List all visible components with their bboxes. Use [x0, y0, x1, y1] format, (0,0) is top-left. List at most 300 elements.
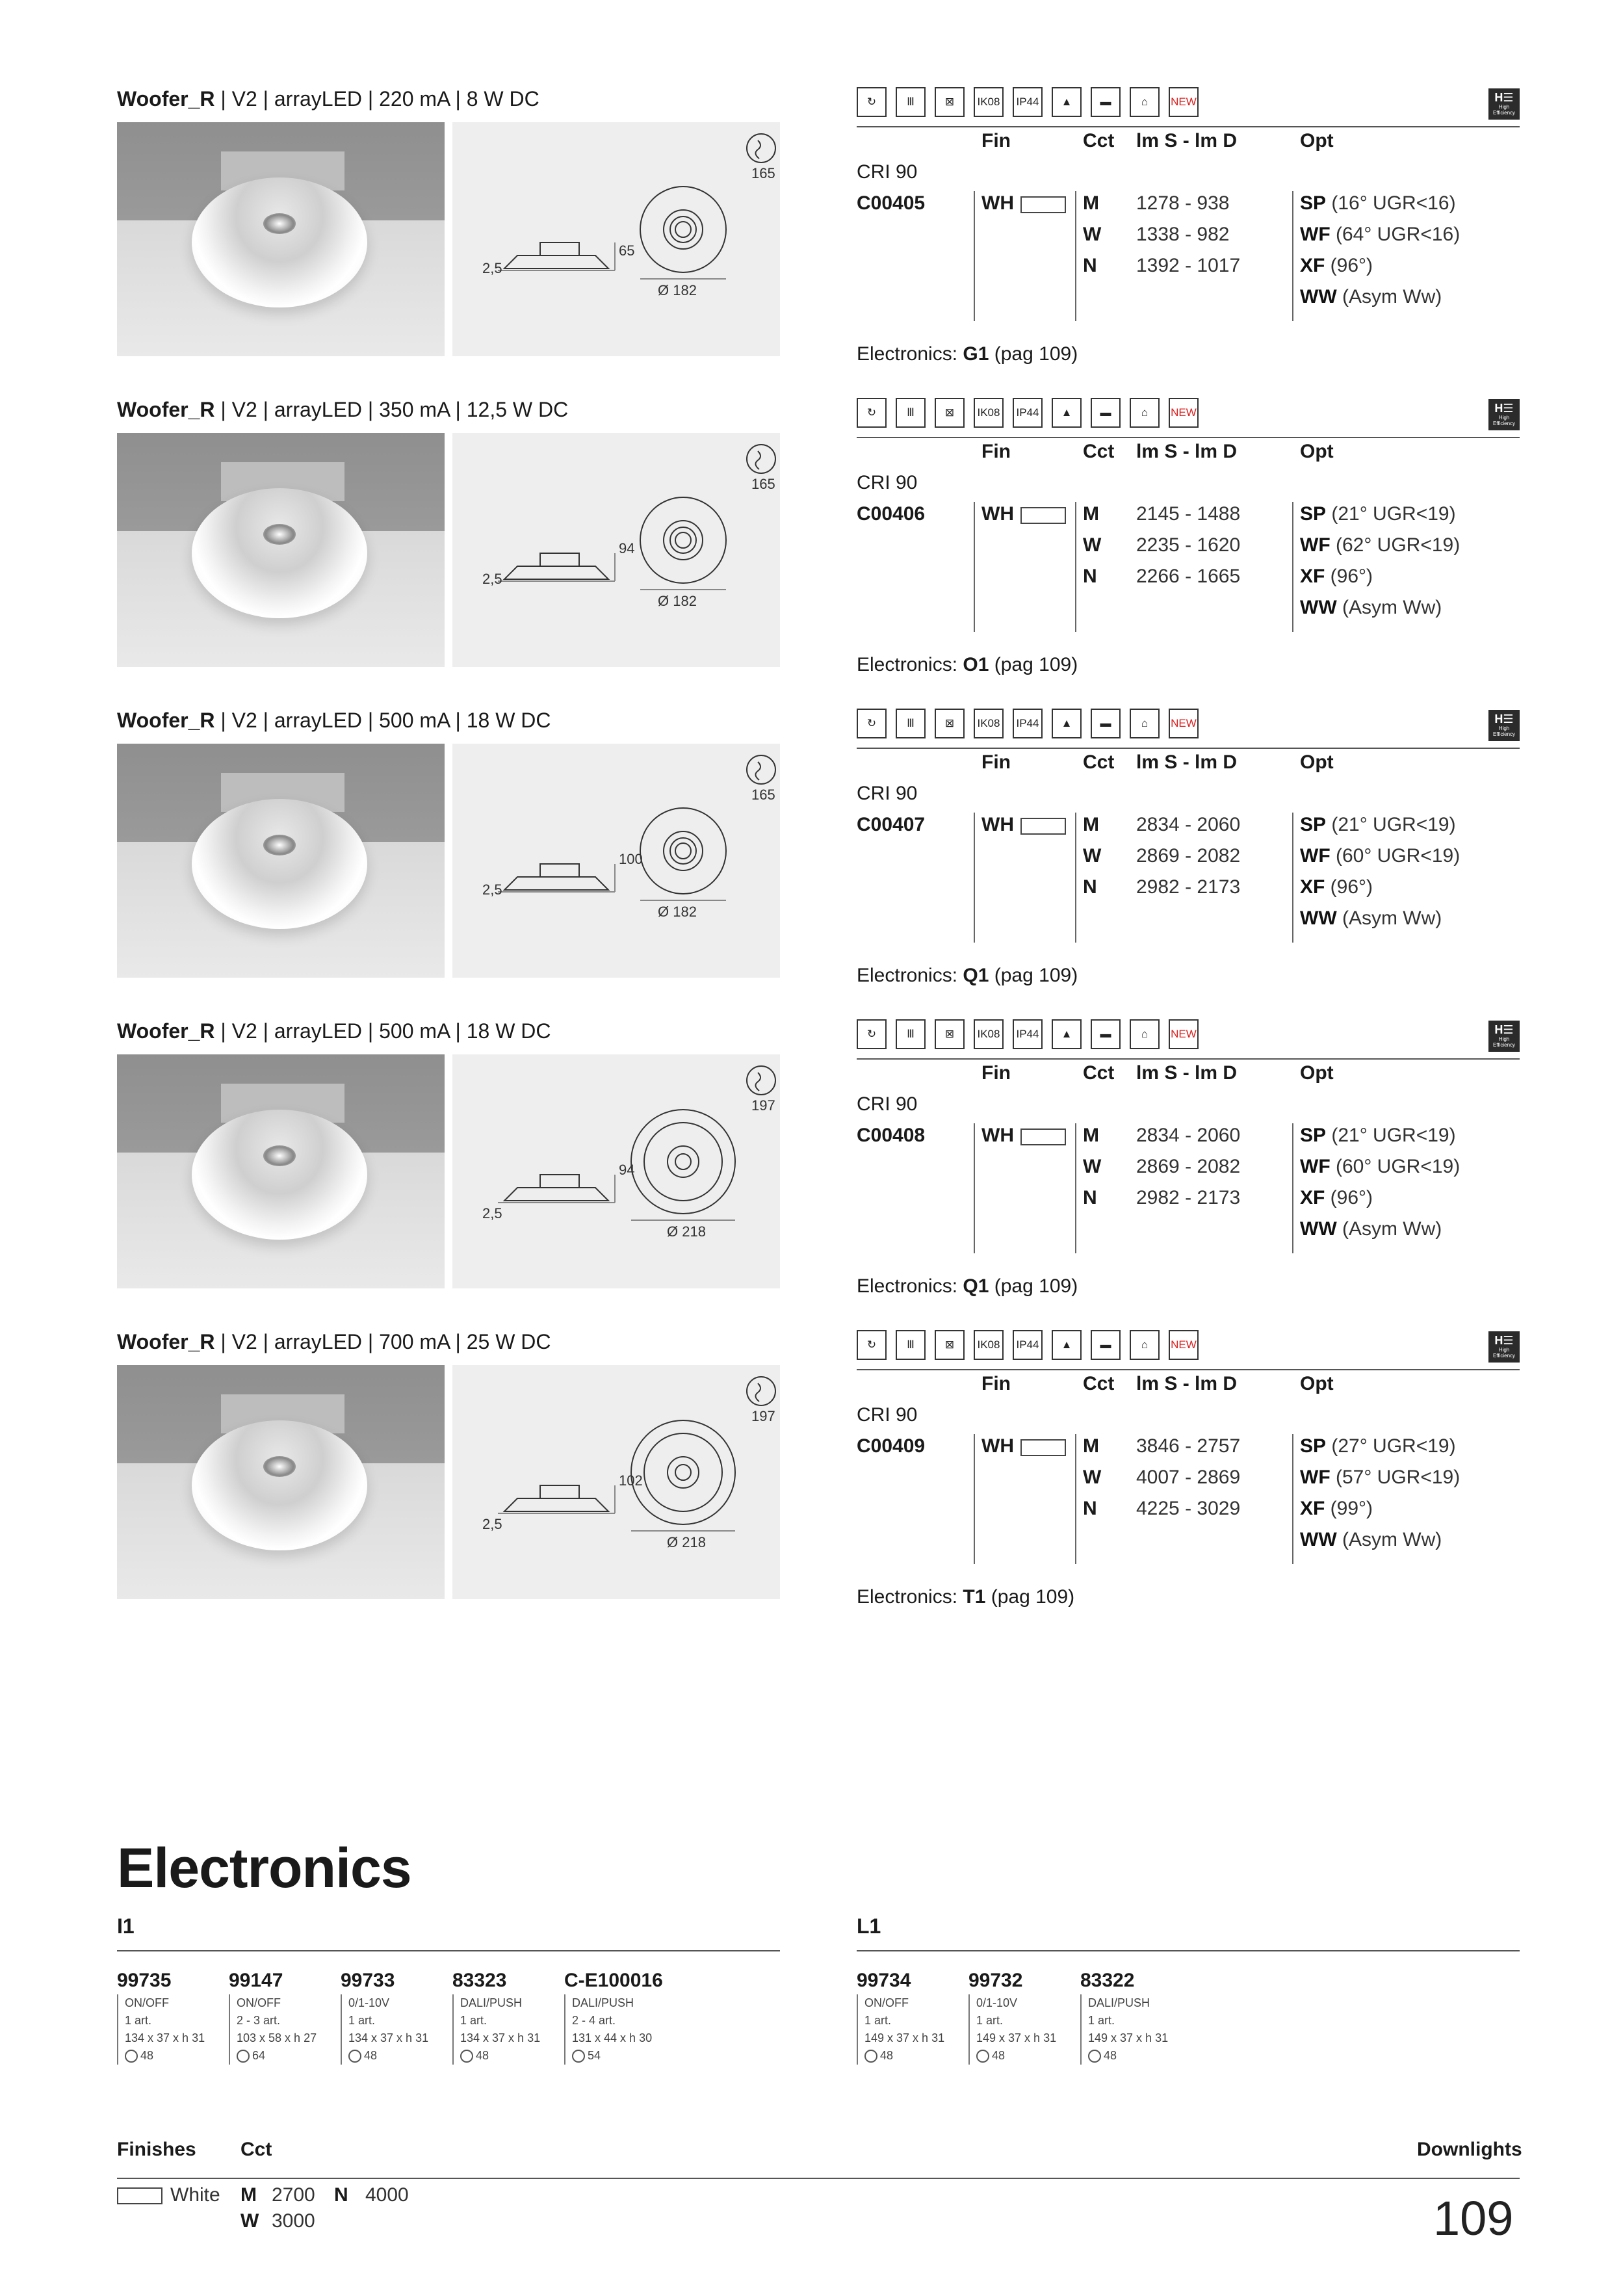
table-rule — [857, 748, 1520, 749]
product-title — [117, 87, 539, 111]
diameter-value: Ø 182 — [658, 904, 697, 920]
electronics-ref — [857, 654, 1078, 676]
driver-cutout — [237, 2047, 317, 2065]
lumen-value: 3846 - 2757 — [1136, 1435, 1241, 1457]
optic-desc: (96°) — [1325, 1187, 1373, 1208]
header-fin: Fin — [981, 751, 1011, 773]
product-photo — [117, 433, 445, 667]
optic-option — [1300, 1125, 1456, 1147]
optic-option — [1300, 876, 1373, 898]
electronics-code: G1 — [963, 343, 989, 365]
diameter-value: Ø 218 — [667, 1534, 706, 1550]
driver-code: C-E100016 — [564, 1970, 663, 1991]
page-number: 109 — [1433, 2191, 1514, 2245]
finish-code: WH — [981, 192, 1014, 214]
driver-code: 99735 — [117, 1970, 172, 1991]
cutout-value: 165 — [751, 165, 775, 181]
driver-code: 99734 — [857, 1970, 911, 1991]
driver-cutout — [976, 2047, 1056, 2065]
optic-option — [1300, 1156, 1460, 1178]
product-photo — [117, 744, 445, 978]
recessed-icon: ▬ — [1091, 1330, 1121, 1360]
electronics-ref — [857, 1586, 1074, 1608]
driver-code: 83323 — [452, 1970, 507, 1991]
finish-swatch — [1020, 196, 1066, 213]
table-divider — [974, 813, 975, 943]
he-badge-top: H☰ — [1494, 402, 1514, 415]
cct-w: W — [240, 2210, 259, 2232]
driver-art: 1 art. — [864, 2014, 892, 2027]
rotation-icon: ↻ — [857, 1330, 887, 1360]
cutout-icon — [747, 134, 775, 163]
electronics-code: T1 — [963, 1586, 986, 1608]
cct-code: N — [1083, 1187, 1097, 1208]
cutout-icon — [747, 755, 775, 784]
front-view-outer — [631, 1420, 735, 1524]
optic-code: WW — [1300, 1529, 1337, 1550]
beam-icon: ▲ — [1052, 1330, 1082, 1360]
driver-code: 83322 — [1080, 1970, 1135, 1991]
lamp-led — [263, 213, 296, 234]
optic-desc: (27° UGR<19) — [1326, 1435, 1456, 1457]
lumen-value: 2869 - 2082 — [1136, 845, 1241, 867]
optic-option — [1300, 1529, 1442, 1551]
product-spec: | V2 | arrayLED | 500 mA | 18 W DC — [214, 709, 551, 732]
optic-desc: (96°) — [1325, 255, 1373, 276]
footer-rule — [117, 2178, 1520, 2179]
driver-cut-value: 48 — [880, 2049, 894, 2062]
cert-icon-4: IP44 — [1013, 87, 1043, 117]
optic-desc: (21° UGR<19) — [1326, 503, 1456, 525]
lumen-value: 1338 - 982 — [1136, 224, 1230, 245]
cri-value: CRI 90 — [857, 1404, 918, 1426]
lamp-led — [263, 835, 296, 855]
driver-item — [968, 1970, 1056, 2065]
depth-value: 94 — [619, 1162, 635, 1178]
finish-swatch — [1020, 507, 1066, 524]
table-divider — [1075, 502, 1076, 632]
cct-w-value: 3000 — [272, 2210, 315, 2232]
front-view-led — [668, 1457, 699, 1488]
depth-value: 65 — [619, 242, 635, 259]
optic-code: WF — [1300, 534, 1331, 556]
product-title — [117, 709, 551, 733]
side-view-body — [504, 1188, 608, 1201]
cutout-icon — [747, 1066, 775, 1095]
product-code: C00406 — [857, 503, 926, 525]
cert-icon-8: NEW — [1169, 709, 1199, 738]
drawing-svg — [452, 122, 780, 356]
driver-mode: DALI/PUSH — [572, 1996, 634, 2009]
recessed-icon: ▬ — [1091, 87, 1121, 117]
edge-value: 2,5 — [482, 881, 502, 898]
driver-art: 1 art. — [1088, 2014, 1115, 2027]
electronics-group-label: L1 — [857, 1914, 881, 1938]
cct-code: M — [1083, 503, 1099, 525]
finish-code: WH — [981, 1435, 1014, 1457]
finish-name: White — [170, 2184, 220, 2206]
beam-icon: ▲ — [1052, 87, 1082, 117]
driver-art: 2 - 3 art. — [237, 2014, 281, 2027]
no-insulation-cover-icon: ⊠ — [935, 1019, 965, 1049]
cct-code: N — [1083, 876, 1097, 898]
product-name: Woofer_R — [117, 709, 215, 732]
class-iii-icon: Ⅲ — [896, 1330, 926, 1360]
cert-icon-3: IK08 — [974, 87, 1004, 117]
cutout-icon-mark — [755, 1073, 760, 1091]
cutout-icon — [747, 1377, 775, 1405]
electronics-heading: Electronics — [117, 1837, 411, 1899]
diameter-value: Ø 182 — [658, 282, 697, 298]
no-insulation-cover-icon: ⊠ — [935, 87, 965, 117]
driver-details — [968, 1994, 1056, 2065]
table-rule — [857, 437, 1520, 438]
lumen-value: 2834 - 2060 — [1136, 814, 1241, 835]
lamp-body — [192, 799, 367, 929]
cutout-icon — [976, 2050, 989, 2063]
driver-item — [564, 1970, 663, 2065]
header-cct: Cct — [1083, 441, 1115, 462]
electronics-code: Q1 — [963, 965, 989, 986]
optic-desc: (Asym Ww) — [1336, 1218, 1442, 1240]
product-code: C00408 — [857, 1125, 926, 1146]
front-view-led — [670, 216, 696, 242]
edge-value: 2,5 — [482, 571, 502, 587]
table-divider — [1292, 813, 1293, 943]
front-view-led — [670, 527, 696, 553]
driver-size: 103 x 58 x h 27 — [237, 2031, 317, 2044]
electronics-label: Electronics: — [857, 654, 963, 675]
ceiling-mount-icon: ⌂ — [1130, 87, 1160, 117]
header-lm: lm S - lm D — [1136, 1373, 1238, 1394]
recessed-icon: ▬ — [1091, 1019, 1121, 1049]
optic-option — [1300, 255, 1373, 277]
cct-m: M — [240, 2184, 257, 2206]
lamp-body — [192, 177, 367, 307]
optic-code: WW — [1300, 1218, 1337, 1240]
cri-value: CRI 90 — [857, 161, 918, 183]
edge-value: 2,5 — [482, 1205, 502, 1221]
optic-option — [1300, 192, 1456, 215]
high-efficiency-badge — [1488, 1021, 1520, 1052]
drawing-svg — [452, 744, 780, 978]
diameter-value: Ø 218 — [667, 1223, 706, 1240]
product-section — [0, 1330, 1623, 1636]
product-spec: | V2 | arrayLED | 700 mA | 25 W DC — [214, 1330, 551, 1353]
driver-cut-value: 48 — [1104, 2049, 1117, 2062]
front-view-led-core — [675, 843, 691, 859]
cutout-icon-mark — [755, 762, 760, 780]
product-name: Woofer_R — [117, 87, 215, 111]
header-lm: lm S - lm D — [1136, 1062, 1238, 1084]
driver-details — [1080, 1994, 1168, 2065]
no-insulation-cover-icon: ⊠ — [935, 709, 965, 738]
header-cct: Cct — [1083, 130, 1115, 151]
optic-desc: (Asym Ww) — [1336, 286, 1442, 307]
side-view-body — [504, 1498, 608, 1511]
electronics-label: Electronics: — [857, 1586, 963, 1608]
electronics-label: Electronics: — [857, 965, 963, 986]
optic-desc: (99°) — [1325, 1498, 1373, 1519]
optic-option — [1300, 1498, 1373, 1520]
cct-code: W — [1083, 224, 1102, 245]
ceiling-mount-icon: ⌂ — [1130, 1330, 1160, 1360]
optic-code: WF — [1300, 1467, 1331, 1488]
optic-code: SP — [1300, 1125, 1327, 1146]
lumen-value: 2834 - 2060 — [1136, 1125, 1241, 1146]
table-divider — [1075, 1434, 1076, 1564]
cert-icon-4: IP44 — [1013, 398, 1043, 428]
he-badge-line2: Efficiency — [1492, 110, 1516, 116]
he-badge-line1: High — [1498, 104, 1510, 110]
side-view-driver — [540, 553, 579, 566]
lumen-value: 2266 - 1665 — [1136, 566, 1241, 587]
no-insulation-cover-icon: ⊠ — [935, 1330, 965, 1360]
product-spec: | V2 | arrayLED | 500 mA | 18 W DC — [214, 1019, 551, 1043]
driver-item — [341, 1970, 428, 2065]
driver-cutout — [864, 2047, 944, 2065]
beam-icon: ▲ — [1052, 398, 1082, 428]
front-view-ring — [644, 1433, 722, 1511]
cct-n: N — [334, 2184, 348, 2206]
driver-details — [117, 1994, 205, 2065]
optic-code: WF — [1300, 1156, 1331, 1177]
driver-cutout — [348, 2047, 428, 2065]
lamp-led — [263, 1145, 296, 1166]
front-view-led — [668, 1146, 699, 1177]
lumen-value: 2145 - 1488 — [1136, 503, 1241, 525]
optic-option — [1300, 224, 1460, 246]
table-divider — [1292, 1434, 1293, 1564]
rotation-icon: ↻ — [857, 709, 887, 738]
driver-item — [452, 1970, 540, 2065]
driver-cut-value: 48 — [364, 2049, 378, 2062]
diameter-value: Ø 182 — [658, 593, 697, 609]
cutout-value: 197 — [751, 1097, 775, 1114]
optic-code: WF — [1300, 224, 1331, 245]
driver-cut-value: 48 — [476, 2049, 489, 2062]
optic-option — [1300, 814, 1456, 836]
cutout-icon — [1088, 2050, 1101, 2063]
product-title — [117, 1019, 551, 1043]
white-swatch — [117, 2187, 162, 2204]
drawing-svg — [452, 1365, 780, 1599]
optic-code: WW — [1300, 597, 1337, 618]
table-divider — [1292, 502, 1293, 632]
lamp-body — [192, 488, 367, 618]
cct-label: Cct — [240, 2139, 272, 2160]
front-view-led-core — [675, 532, 691, 548]
header-fin: Fin — [981, 1373, 1011, 1394]
ceiling-mount-icon: ⌂ — [1130, 398, 1160, 428]
front-view-led — [670, 838, 696, 864]
optic-code: SP — [1300, 1435, 1327, 1457]
he-badge-top: H☰ — [1494, 91, 1514, 104]
optic-desc: (Asym Ww) — [1336, 1529, 1442, 1550]
optic-desc: (64° UGR<16) — [1330, 224, 1461, 245]
lumen-value: 4007 - 2869 — [1136, 1467, 1241, 1488]
lamp-body — [192, 1420, 367, 1550]
lumen-value: 2982 - 2173 — [1136, 876, 1241, 898]
header-fin: Fin — [981, 1062, 1011, 1084]
cutout-icon — [747, 445, 775, 473]
cert-icon-4: IP44 — [1013, 709, 1043, 738]
high-efficiency-badge — [1488, 710, 1520, 741]
technical-drawing — [452, 122, 780, 356]
electronics-ref — [857, 965, 1078, 987]
finish-swatch — [1020, 1128, 1066, 1145]
optic-desc: (96°) — [1325, 566, 1373, 587]
cct-code: M — [1083, 1125, 1099, 1146]
optic-option — [1300, 907, 1442, 930]
product-code: C00407 — [857, 814, 926, 835]
lumen-value: 2235 - 1620 — [1136, 534, 1241, 556]
driver-item — [857, 1970, 944, 2065]
cutout-value: 165 — [751, 476, 775, 492]
driver-item — [117, 1970, 205, 2065]
optic-code: WW — [1300, 907, 1337, 929]
driver-code: 99733 — [341, 1970, 395, 1991]
cct-code: W — [1083, 845, 1102, 867]
driver-art: 1 art. — [976, 2014, 1004, 2027]
header-cct: Cct — [1083, 1373, 1115, 1394]
cct-code: N — [1083, 566, 1097, 587]
cct-n-value: 4000 — [365, 2184, 409, 2206]
lamp-led — [263, 524, 296, 545]
he-badge-line2: Efficiency — [1492, 1042, 1516, 1048]
finish-swatch — [1020, 1439, 1066, 1456]
cert-icon-8: NEW — [1169, 87, 1199, 117]
table-divider — [1075, 813, 1076, 943]
electronics-page: (pag 109) — [989, 965, 1078, 986]
optic-code: XF — [1300, 1187, 1325, 1208]
he-badge-line1: High — [1498, 1036, 1510, 1042]
electronics-group-label: I1 — [117, 1914, 135, 1938]
he-badge-top: H☰ — [1494, 712, 1514, 725]
drawing-svg — [452, 1054, 780, 1288]
cert-icon-3: IK08 — [974, 709, 1004, 738]
front-view-led-core — [675, 1154, 691, 1169]
header-fin: Fin — [981, 130, 1011, 151]
lumen-value: 2982 - 2173 — [1136, 1187, 1241, 1208]
driver-mode: DALI/PUSH — [460, 1996, 523, 2009]
cct-m-value: 2700 — [272, 2184, 315, 2206]
optic-code: XF — [1300, 255, 1325, 276]
optic-option — [1300, 503, 1456, 525]
lamp-led — [263, 1456, 296, 1477]
product-photo — [117, 1365, 445, 1599]
finish-code: WH — [981, 1125, 1014, 1146]
optic-desc: (Asym Ww) — [1336, 597, 1442, 618]
header-opt: Opt — [1300, 751, 1334, 773]
he-badge-top: H☰ — [1494, 1023, 1514, 1036]
driver-item — [1080, 1970, 1168, 2065]
edge-value: 2,5 — [482, 1516, 502, 1532]
front-view-ring — [644, 1123, 722, 1201]
header-lm: lm S - lm D — [1136, 130, 1238, 151]
class-iii-icon: Ⅲ — [896, 1019, 926, 1049]
technical-drawing — [452, 433, 780, 667]
electronics-label: Electronics: — [857, 1275, 963, 1297]
product-title — [117, 1330, 551, 1354]
cct-code: W — [1083, 534, 1102, 556]
header-fin: Fin — [981, 441, 1011, 462]
optic-code: SP — [1300, 503, 1327, 525]
driver-size: 149 x 37 x h 31 — [976, 2031, 1057, 2044]
cutout-icon — [460, 2050, 473, 2063]
driver-cut-value: 64 — [252, 2049, 266, 2062]
header-opt: Opt — [1300, 1373, 1334, 1394]
table-divider — [974, 1123, 975, 1253]
lumen-value: 4225 - 3029 — [1136, 1498, 1241, 1519]
product-photo — [117, 122, 445, 356]
depth-value: 94 — [619, 540, 635, 556]
finish-code: WH — [981, 503, 1014, 525]
he-badge-line2: Efficiency — [1492, 1353, 1516, 1359]
cert-icon-3: IK08 — [974, 1019, 1004, 1049]
cutout-icon — [864, 2050, 877, 2063]
product-section — [0, 1019, 1623, 1325]
electronics-label: Electronics: — [857, 343, 963, 365]
optic-code: XF — [1300, 1498, 1325, 1519]
product-spec: | V2 | arrayLED | 350 mA | 12,5 W DC — [214, 398, 569, 421]
optic-option — [1300, 286, 1442, 308]
section-label: Downlights — [1417, 2139, 1522, 2160]
side-view-body — [504, 255, 608, 268]
cct-code: W — [1083, 1467, 1102, 1488]
optic-desc: (57° UGR<19) — [1330, 1467, 1461, 1488]
optic-desc: (62° UGR<19) — [1330, 534, 1461, 556]
cutout-icon-mark — [755, 451, 760, 469]
optic-desc: (16° UGR<16) — [1326, 192, 1456, 214]
depth-value: 100 — [619, 851, 643, 867]
recessed-icon: ▬ — [1091, 398, 1121, 428]
optic-code: WW — [1300, 286, 1337, 307]
lumen-value: 1278 - 938 — [1136, 192, 1230, 214]
product-code: C00405 — [857, 192, 926, 214]
optic-option — [1300, 566, 1373, 588]
optic-option — [1300, 845, 1460, 867]
optic-code: SP — [1300, 192, 1327, 214]
cri-value: CRI 90 — [857, 472, 918, 493]
driver-size: 131 x 44 x h 30 — [572, 2031, 653, 2044]
table-divider — [1292, 191, 1293, 321]
optic-code: XF — [1300, 566, 1325, 587]
driver-cut-value: 48 — [140, 2049, 154, 2062]
driver-cut-value: 48 — [992, 2049, 1006, 2062]
cutout-icon-mark — [755, 140, 760, 159]
rotation-icon: ↻ — [857, 398, 887, 428]
table-divider — [974, 502, 975, 632]
side-view-driver — [540, 1485, 579, 1498]
lumen-value: 1392 - 1017 — [1136, 255, 1241, 276]
electronics-ref — [857, 1275, 1078, 1298]
cert-icon-8: NEW — [1169, 1330, 1199, 1360]
table-rule — [857, 126, 1520, 127]
beam-icon: ▲ — [1052, 1019, 1082, 1049]
driver-details — [857, 1994, 944, 2065]
electronics-code: O1 — [963, 654, 989, 675]
product-name: Woofer_R — [117, 398, 215, 421]
front-view-outer — [640, 187, 726, 272]
driver-cut-value: 54 — [588, 2049, 601, 2062]
driver-cutout — [572, 2047, 663, 2065]
driver-size: 149 x 37 x h 31 — [864, 2031, 945, 2044]
electronics-group-rule — [857, 1950, 1520, 1951]
table-divider — [974, 191, 975, 321]
table-divider — [1075, 1123, 1076, 1253]
side-view-driver — [540, 1175, 579, 1188]
